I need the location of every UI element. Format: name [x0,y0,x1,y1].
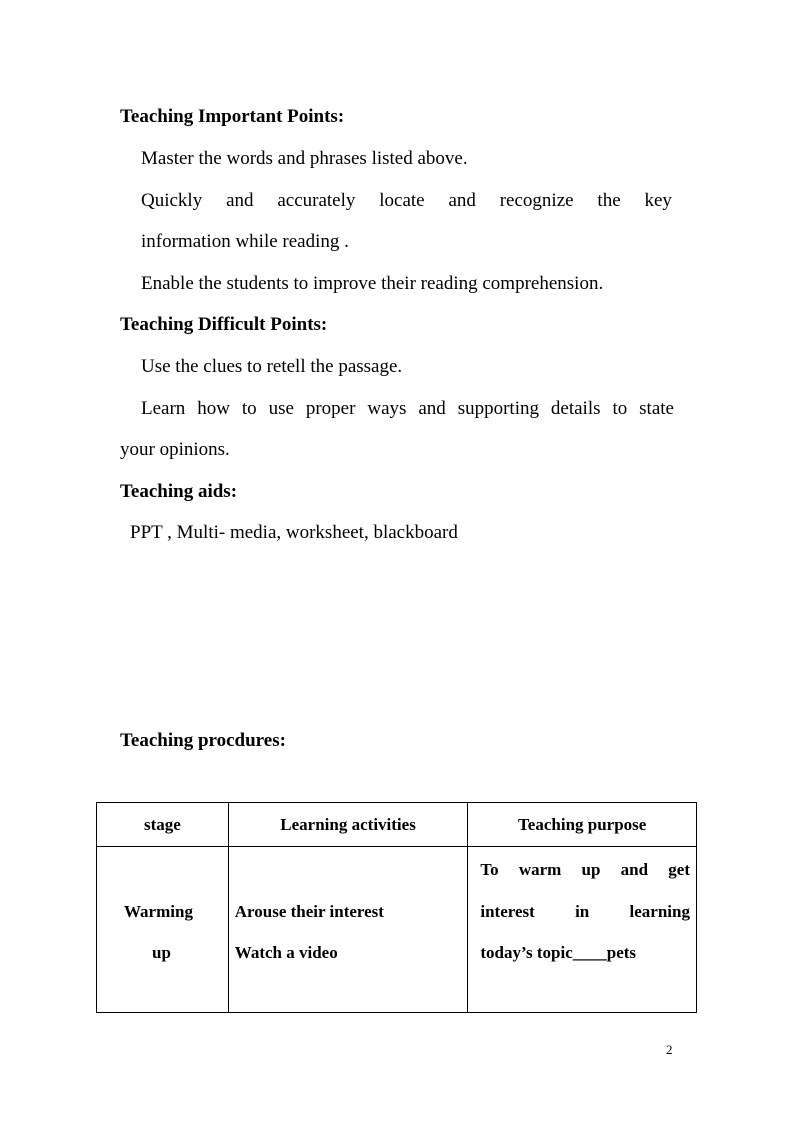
word: up [581,860,601,879]
word: ways [367,398,407,419]
word: recognize [499,190,574,211]
word: warm [518,860,562,879]
heading-difficult-points: Teaching Difficult Points: [120,314,328,335]
word: how [197,398,230,419]
word: state [639,398,674,419]
heading-teaching-procedures: Teaching procdures: [120,730,286,751]
word: to [241,398,257,419]
cell-activities [228,847,468,1013]
word: and [226,190,254,211]
word: supporting [457,398,539,419]
difficult-point-item-continuation: your opinions. [120,439,230,460]
word: interest [480,902,535,921]
table-header-row [97,803,697,847]
word: the [597,190,621,211]
page-number: 2 [666,1042,673,1057]
heading-important-points: Teaching Important Points: [120,106,345,127]
purpose-line [480,859,690,881]
purpose-line [480,901,690,923]
important-point-item-justified [141,190,672,212]
header-stage: stage [97,803,229,847]
important-point-item: Enable the students to improve their reading comprehension. [141,273,604,294]
word: Quickly [141,190,203,211]
cell-purpose [468,847,697,1013]
purpose-line: today’s topic____pets [480,943,637,962]
stage-line: Warming [124,902,193,921]
important-point-item-continuation: information while reading . [141,231,349,252]
important-point-item: Master the words and phrases listed above. [141,148,468,169]
word: and [620,860,649,879]
word: To [480,860,499,879]
word: use [268,398,294,419]
table-row [97,847,697,1013]
word: to [612,398,628,419]
header-teaching-purpose: Teaching purpose [468,803,697,847]
cell-stage [97,847,229,1013]
word: locate [379,190,425,211]
word: learning [629,902,690,921]
word: and [418,398,446,419]
teaching-aids-list: PPT , Multi- media, worksheet, blackboard [130,522,458,543]
procedures-table [96,802,697,1013]
word: in [575,902,590,921]
activity-line: Arouse their interest [234,902,384,921]
word: accurately [277,190,356,211]
word: Learn [141,398,186,419]
word: get [668,860,690,879]
word: proper [305,398,356,419]
stage-line: up [152,943,171,962]
activity-line: Watch a video [234,943,338,962]
difficult-point-item: Use the clues to retell the passage. [141,356,403,377]
word: and [448,190,476,211]
word: key [644,190,672,211]
word: details [550,398,601,419]
header-learning-activities: Learning activities [228,803,468,847]
heading-teaching-aids: Teaching aids: [120,481,238,502]
difficult-point-item-justified [141,398,674,420]
